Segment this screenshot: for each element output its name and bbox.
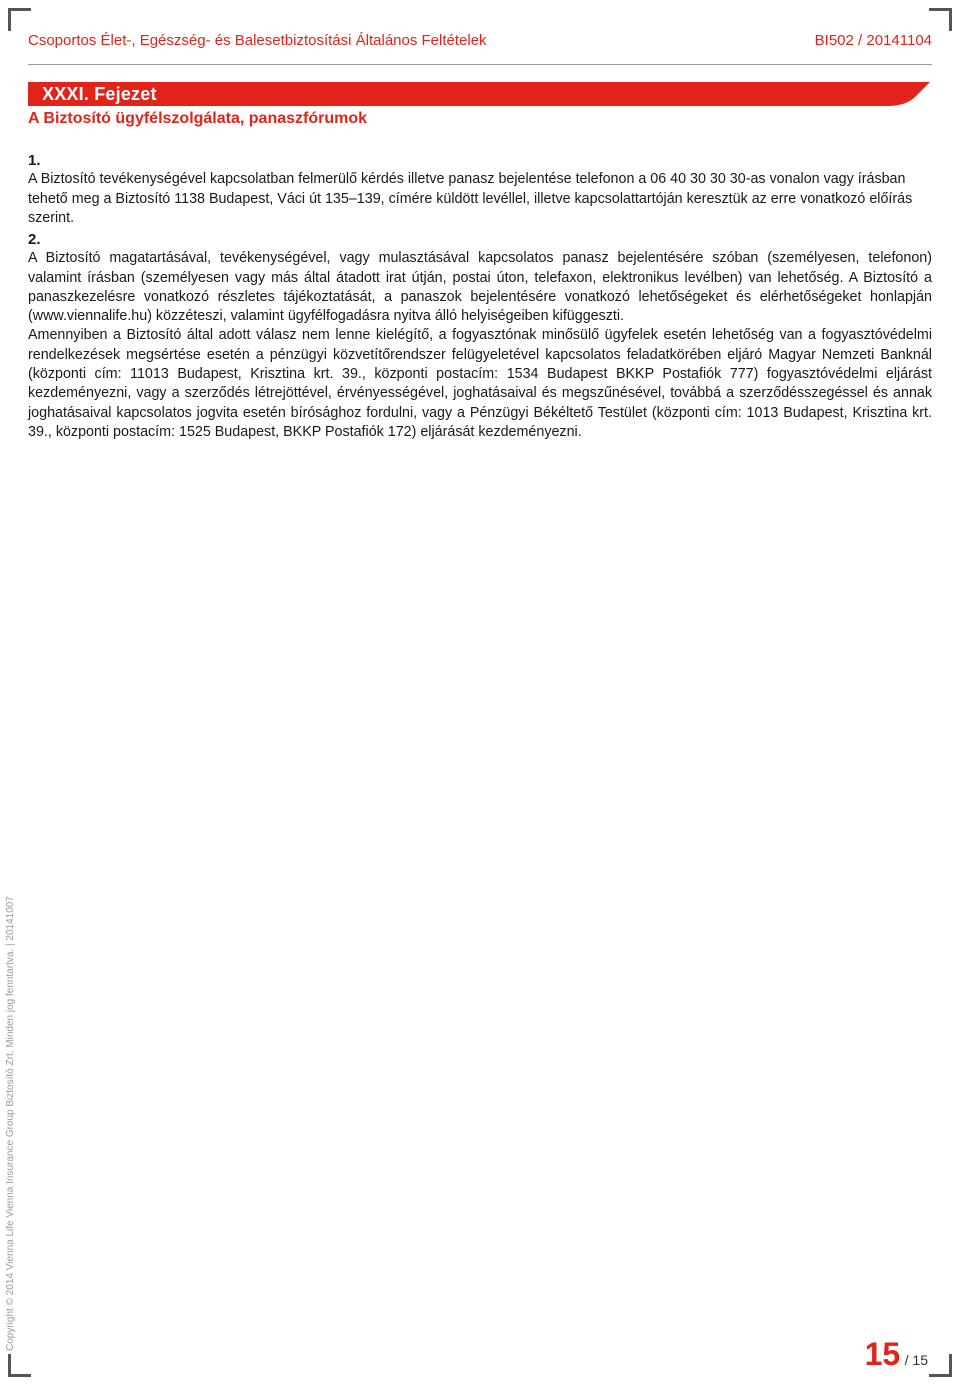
page-header <box>28 32 932 52</box>
document-code: BI502 / 20141104 <box>814 32 932 49</box>
crop-mark-top-right <box>929 8 952 31</box>
section-2 <box>28 230 932 442</box>
chapter-label: XXXI. Fejezet <box>42 84 157 104</box>
total-pages: / 15 <box>904 1352 928 1368</box>
document-title: Csoportos Élet-, Egészség- és Balesetbiztosítási Általános Feltételek <box>28 32 487 49</box>
current-page: 15 <box>864 1336 901 1372</box>
header-divider <box>28 64 932 65</box>
section-number: 1. <box>28 152 41 169</box>
chapter-banner <box>28 82 930 106</box>
chapter-banner-shape <box>28 82 930 106</box>
chapter-subtitle: A Biztosító ügyfélszolgálata, panaszfórumok <box>28 110 368 127</box>
copyright-text: Copyright © 2014 Vienna Life Vienna Insurance Group Biztosító Zrt. Minden jog fenntartva. | 20141007 <box>5 896 16 1351</box>
crop-mark-bottom-left <box>8 1354 31 1377</box>
section-paragraph: Amennyiben a Biztosító által adott válasz nem lenne kielégítő, a fogyasztónak minősülő ügyfelek esetén lehetőség van a fogyasztóvédelmi rendelkezések megsértése esetén a pénzügyi közvetítőrendszer felügyeletével kapcsolatos feladatkörében eljáró Magyar Nemzeti Banknál (központi cím: 11013 Budapest, Krisztina krt. 39., központi postacím: 1534 Budapest BKKP Postafiók 777) fogyasztóvédelmi eljárást kezdeményezni, vagy a szerződés létrejöttével, érvényességével, joghatásaival és megszűnésével, továbbá a szerződésszegéssel és annak joghatásaival kapcsolatos jogvita esetén bírósághoz fordulni, vagy a Pénzügyi Békéltető Testület (központi cím: 1013 Budapest, Krisztina krt. 39., központi postacím: 1525 Budapest, BKKP Postafiók 172) eljárását kezdeményezni. <box>28 327 932 440</box>
section-number: 2. <box>28 231 41 248</box>
crop-mark-top-left <box>8 8 31 31</box>
copyright-notice <box>2 831 22 1351</box>
crop-mark-bottom-right <box>929 1354 952 1377</box>
page-number <box>865 1336 928 1373</box>
section-paragraph: A Biztosító magatartásával, tevékenységével, vagy mulasztásával kapcsolatos panasz bejelentésére szóban (személyesen, telefonon) valamint írásban (személyesen vagy más által átadott irat útján, postai úton, telefaxon, elektronikus levélben) van lehetőség. A Biztosító a panaszkezelésre vonatkozó részletes tájékoztatását, a panaszok bejelentésére vonatkozó lehetőségeket és elérhetőségeket honlapján (www.viennalife.hu) közzéteszi, valamint ügyfélfogadásra nyitva álló helyiségeiben kifüggeszti. <box>28 250 932 325</box>
section-paragraph: A Biztosító tevékenységével kapcsolatban felmerülő kérdés illetve panasz bejelentése telefonon a 06 40 30 30 30-as vonalon vagy írásban tehető meg a Biztosító 1138 Budapest, Váci út 135–139, címére küldött levéllel, illetve kapcsolattartóján keresztük az erre vonatkozó előírás szerint. <box>28 171 913 226</box>
section-1 <box>28 151 932 228</box>
